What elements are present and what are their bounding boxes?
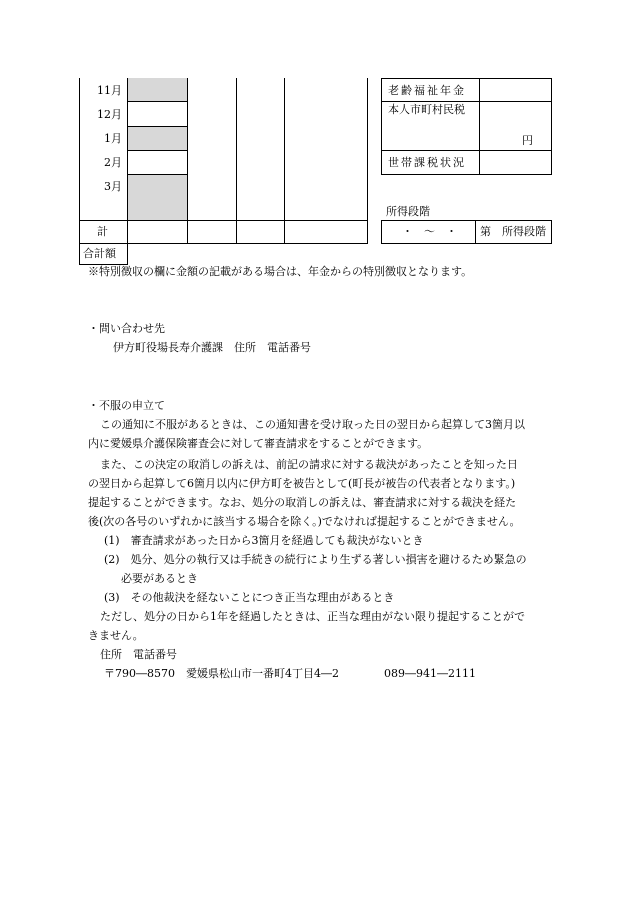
appeal-line-2: 内に愛媛県介護保険審査会に対して審査請求をすることができます。 (88, 437, 429, 450)
month-label-feb: 2月 (104, 156, 122, 169)
month-label-dec: 12月 (97, 108, 122, 121)
period-range: ・ ～ ・ (402, 225, 457, 238)
appeal-line-3: また、この決定の取消しの訴えは、前記の請求に対する裁決があったことを知った日 (100, 458, 518, 471)
proviso-line-2: きません。 (88, 629, 144, 642)
appeal-line-5: 提起することができます。なお、処分の取消しの訴えは、審査請求に対する裁決を経た (88, 496, 517, 509)
grand-total-label: 合計額 (83, 247, 116, 260)
month-label-nov: 11月 (97, 84, 122, 97)
appeal-item-1: (1) 審査請求があった日から3箇月を経過しても裁決がないとき (104, 534, 424, 547)
postal-address: 〒790―8570 愛媛県松山市一番町4丁目4―2 (104, 667, 339, 680)
household-tax-status-label: 世帯課税状況 (388, 156, 466, 169)
contact-detail: 伊方町役場長寿介護課 住所 電話番号 (113, 341, 311, 354)
address-phone-label: 住所 電話番号 (100, 648, 177, 661)
resident-tax-label: 本人市町村民税 (388, 103, 465, 116)
income-stage-label: 所得段階 (386, 205, 430, 218)
month-label-mar: 3月 (104, 180, 122, 193)
shaded-cell-nov (127, 78, 187, 101)
appeal-line-6: 後(次の各号のいずれかに該当する場合を除く。)でなければ提起することができません。 (88, 515, 521, 528)
phone-number: 089―941―2111 (384, 667, 476, 680)
contact-heading: ・問い合わせ先 (88, 322, 165, 335)
shaded-cell-jan (127, 126, 187, 150)
appeal-item-2: (2) 処分、処分の執行又は手続きの続行により生ずる著しい損害を避けるため緊急の (104, 553, 527, 566)
appeal-item-2-cont: 必要があるとき (121, 572, 198, 585)
special-collection-note: ※特別徴収の欄に金額の記載がある場合は、年金からの特別徴収となります。 (88, 265, 473, 278)
shaded-cell-mar (127, 174, 187, 220)
month-label-jan: 1月 (104, 132, 122, 145)
appeal-heading: ・不服の申立て (88, 399, 165, 412)
yen-unit: 円 (522, 134, 533, 147)
proviso-line-1: ただし、処分の日から1年を経過したときは、正当な理由がない限り提起することがで (100, 610, 525, 623)
total-label: 計 (97, 225, 108, 238)
pension-label: 老齢福祉年金 (388, 84, 466, 97)
appeal-line-1: この通知に不服があるときは、この通知書を受け取った日の翌日から起算して3箇月以 (100, 418, 525, 431)
income-stage-value: 第 所得段階 (480, 225, 546, 238)
appeal-line-4: の翌日から起算して6箇月以内に伊方町を被告として(町長が被告の代表者となります。) (88, 477, 516, 490)
appeal-item-3: (3) その他裁決を経ないことにつき正当な理由があるとき (104, 591, 395, 604)
